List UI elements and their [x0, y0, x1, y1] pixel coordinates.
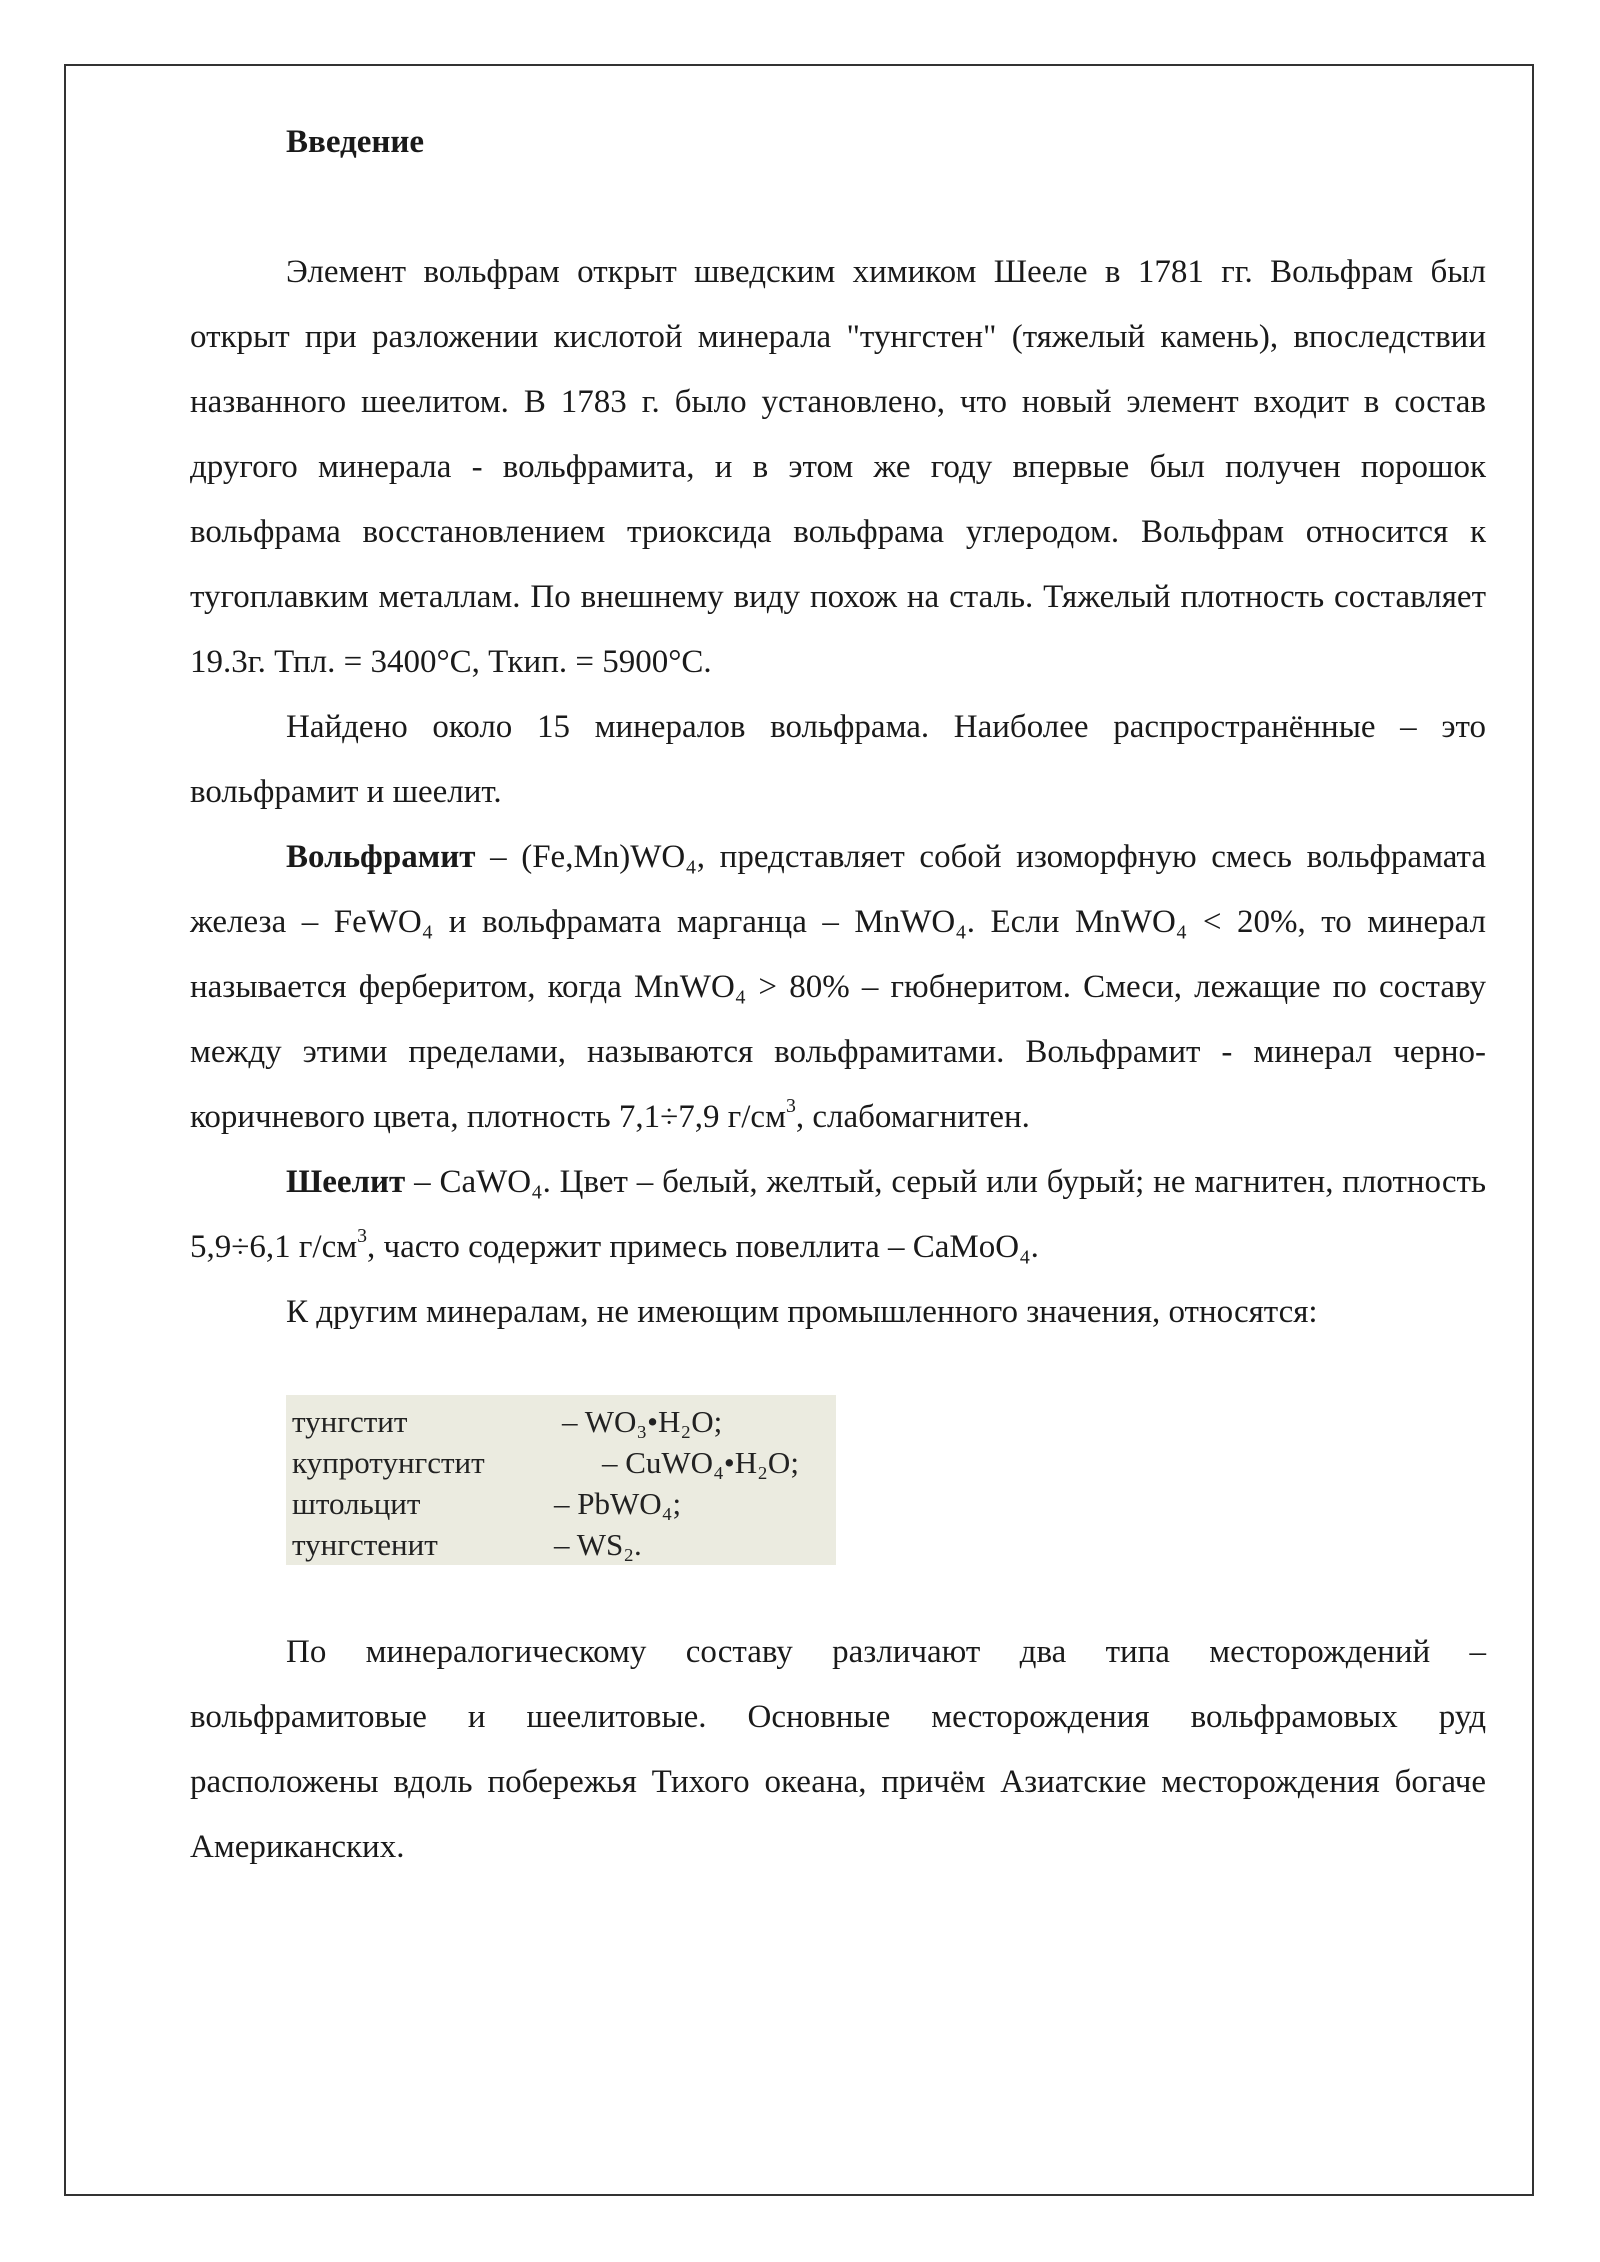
- mineral-name: штольцит: [292, 1486, 421, 1521]
- spacer: [190, 175, 1486, 240]
- paragraph-wolframite: [190, 825, 1486, 1150]
- scheelite-text-end: , часто содержит примесь повеллита – CaMoO₄.: [367, 1229, 1039, 1265]
- term-wolframite: Вольфрамит: [286, 839, 476, 875]
- mineral-formula: – CuWO₄•H₂O;: [602, 1445, 799, 1480]
- scheelite-text: – CaWO₄. Цвет – белый, желтый, серый или бурый; не магнитен, плотность 5,9÷6,1 г/см: [190, 1164, 1486, 1265]
- section-heading: Введение: [286, 124, 425, 160]
- wolframite-text: – (Fe,Mn)WO₄, представляет собой изоморфную смесь вольфрамата железа – FeWO₄ и вольфрамата марганца – MnWO₄. Если MnWO₄ < 20%, то минерал называется ферберитом, когда MnWO₄ > 80% – гюбнеритом. Смеси, лежащие по составу между этими пределами, называются вольфрамитами. Вольфрамит - минерал черно-коричневого цвета, плотность 7,1÷7,9 г/см: [190, 839, 1486, 1135]
- table-row: [292, 1524, 830, 1565]
- paragraph-scheelite: [190, 1150, 1486, 1280]
- table-row: [292, 1483, 830, 1524]
- spacer: [190, 1565, 1486, 1620]
- scheelite-sup: 3: [357, 1225, 367, 1248]
- mineral-name: тунгстенит: [292, 1527, 438, 1562]
- paragraph-other-minerals: К другим минералам, не имеющим промышленного значения, относятся:: [286, 1294, 1318, 1330]
- mineral-name: тунгстит: [292, 1404, 408, 1439]
- paragraph-minerals-count: Найдено около 15 минералов вольфрама. Наиболее распространённые – это вольфрамит и шеелит.: [190, 709, 1486, 810]
- table-row: [292, 1442, 830, 1483]
- term-scheelite: Шеелит: [286, 1164, 406, 1200]
- paragraph-discovery: Элемент вольфрам открыт шведским химиком Шееле в 1781 гг. Вольфрам был открыт при разложении кислотой минерала "тунгстен" (тяжелый камень), впоследствии названного шеелитом. В 1783 г. было установлено, что новый элемент входит в состав другого минерала - вольфрамита, и в этом же году впервые был получен порошок вольфрама восстановлением триоксида вольфрама углеродом. Вольфрам относится к тугоплавким металлам. По внешнему виду похож на сталь. Тяжелый плотность составляет 19.3г. Тпл. = 3400°С, Ткип. = 5900°С.: [190, 254, 1486, 680]
- document-body: [190, 110, 1486, 1880]
- paragraph-deposits: По минералогическому составу различают два типа месторождений – вольфрамитовые и шеелитовые. Основные месторождения вольфрамовых руд расположены вдоль побережья Тихого океана, причём Азиатские месторождения богаче Американских.: [190, 1634, 1486, 1865]
- mineral-name: купротунгстит: [292, 1445, 485, 1480]
- mineral-formula: – PbWO₄;: [554, 1486, 682, 1521]
- mineral-formula: – WS₂.: [554, 1527, 642, 1562]
- wolframite-sup: 3: [785, 1095, 796, 1118]
- mineral-formula: – WO₃•H₂O;: [562, 1404, 723, 1439]
- table-row: [292, 1401, 830, 1442]
- minerals-formula-table: [286, 1395, 836, 1565]
- wolframite-text-end: , слабомагнитен.: [795, 1099, 1030, 1135]
